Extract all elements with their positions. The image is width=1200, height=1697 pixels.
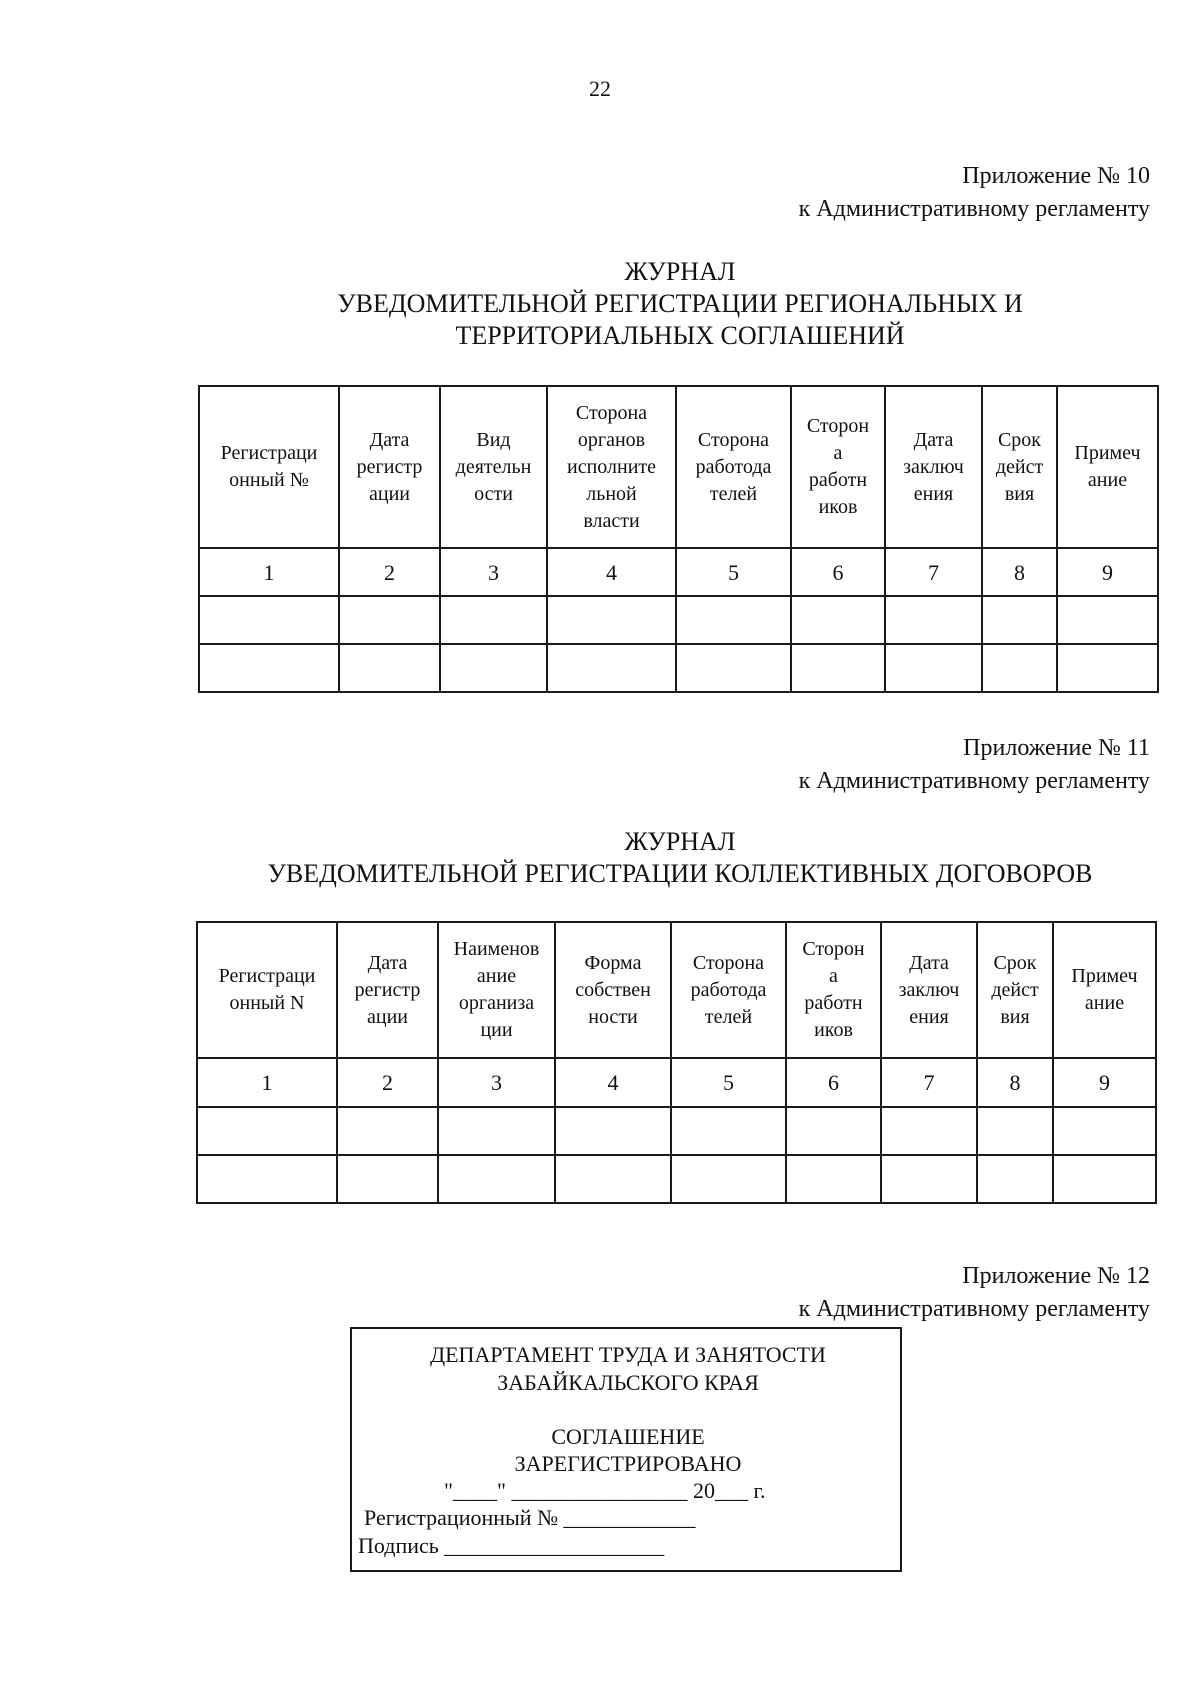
appendix-10-reference: к Административному регламенту [798, 196, 1150, 222]
header-cell: Сторон а работн иков [791, 386, 885, 548]
column-number: 2 [337, 1058, 438, 1107]
empty-cell [440, 596, 547, 644]
empty-cell [339, 596, 440, 644]
journal-2-table [196, 921, 1157, 1204]
header-cell: Форма собствен ности [555, 922, 671, 1058]
column-number: 9 [1057, 548, 1158, 596]
header-cell: Сторона органов исполните льной власти [547, 386, 676, 548]
empty-cell [555, 1155, 671, 1203]
stamp-status-line: ЗАРЕГИСТРИРОВАНО [514, 1451, 742, 1476]
stamp-registration-number-line: Регистрационный № ____________ [364, 1505, 696, 1530]
stamp-department-line: ЗАБАЙКАЛЬСКОГО КРАЯ [497, 1370, 759, 1395]
empty-cell [671, 1107, 786, 1155]
empty-cell [1057, 596, 1158, 644]
empty-cell [547, 596, 676, 644]
journal-2-number-row [197, 1058, 1156, 1107]
column-number: 5 [676, 548, 791, 596]
journal-2-empty-row [197, 1107, 1156, 1155]
empty-cell [791, 644, 885, 692]
journal-1-title-line: УВЕДОМИТЕЛЬНОЙ РЕГИСТРАЦИИ РЕГИОНАЛЬНЫХ И [337, 289, 1023, 318]
empty-cell [977, 1155, 1053, 1203]
empty-cell [438, 1155, 555, 1203]
column-number: 7 [885, 548, 982, 596]
appendix-12-heading [799, 1260, 1150, 1326]
header-cell: Сторона работода телей [671, 922, 786, 1058]
column-number: 6 [791, 548, 885, 596]
column-number: 2 [339, 548, 440, 596]
empty-cell [1053, 1107, 1156, 1155]
journal-1-title [0, 256, 1200, 352]
column-number: 5 [671, 1058, 786, 1107]
empty-cell [438, 1107, 555, 1155]
empty-cell [1053, 1155, 1156, 1203]
journal-2-title-line: ЖУРНАЛ [624, 827, 736, 856]
header-cell: Дата регистр ации [337, 922, 438, 1058]
empty-cell [1057, 644, 1158, 692]
empty-cell [440, 644, 547, 692]
journal-1-number-row [199, 548, 1158, 596]
header-cell: Дата регистр ации [339, 386, 440, 548]
journal-1-table [198, 385, 1159, 693]
header-cell: Примеч ание [1057, 386, 1158, 548]
column-number: 7 [881, 1058, 977, 1107]
empty-cell [555, 1107, 671, 1155]
header-cell: Примеч ание [1053, 922, 1156, 1058]
column-number: 3 [438, 1058, 555, 1107]
column-number: 3 [440, 548, 547, 596]
journal-1-title-line: ЖУРНАЛ [624, 257, 736, 286]
empty-cell [676, 596, 791, 644]
empty-cell [982, 596, 1057, 644]
stamp-date-line: "____" ________________ 20___ г. [444, 1478, 766, 1503]
empty-cell [786, 1155, 881, 1203]
header-cell: Вид деятельн ости [440, 386, 547, 548]
empty-cell [337, 1107, 438, 1155]
empty-cell [547, 644, 676, 692]
appendix-10-heading [799, 160, 1150, 226]
page-number: 22 [589, 76, 611, 101]
header-cell: Наименов ание организа ции [438, 922, 555, 1058]
header-cell: Сторон а работн иков [786, 922, 881, 1058]
empty-cell [199, 644, 339, 692]
header-cell: Регистраци онный N [197, 922, 337, 1058]
header-cell: Срок дейст вия [982, 386, 1057, 548]
empty-cell [671, 1155, 786, 1203]
header-cell: Сторона работода телей [676, 386, 791, 548]
empty-cell [337, 1155, 438, 1203]
empty-cell [339, 644, 440, 692]
stamp-department-line: ДЕПАРТАМЕНТ ТРУДА И ЗАНЯТОСТИ [430, 1342, 826, 1367]
empty-cell [197, 1155, 337, 1203]
column-number: 6 [786, 1058, 881, 1107]
journal-2-title-line: УВЕДОМИТЕЛЬНОЙ РЕГИСТРАЦИИ КОЛЛЕКТИВНЫХ ДОГОВОРОВ [267, 859, 1093, 888]
header-cell: Регистраци онный № [199, 386, 339, 548]
column-number: 4 [555, 1058, 671, 1107]
empty-cell [982, 644, 1057, 692]
appendix-12-reference: к Административному регламенту [798, 1296, 1150, 1322]
journal-1-header-row [199, 386, 1158, 548]
column-number: 8 [982, 548, 1057, 596]
header-cell: Дата заключ ения [881, 922, 977, 1058]
empty-cell [881, 1107, 977, 1155]
appendix-11-number: Приложение № 11 [963, 735, 1150, 761]
appendix-11-reference: к Административному регламенту [798, 768, 1150, 794]
journal-2-header-row [197, 922, 1156, 1058]
empty-cell [197, 1107, 337, 1155]
column-number: 1 [197, 1058, 337, 1107]
appendix-10-number: Приложение № 10 [962, 163, 1150, 189]
registration-stamp [350, 1327, 902, 1572]
header-cell: Срок дейст вия [977, 922, 1053, 1058]
empty-cell [885, 596, 982, 644]
empty-cell [791, 596, 885, 644]
header-cell: Дата заключ ения [885, 386, 982, 548]
column-number: 8 [977, 1058, 1053, 1107]
stamp-signature-line: Подпись ____________________ [358, 1533, 665, 1558]
appendix-11-heading [799, 732, 1150, 798]
journal-1-title-line: ТЕРРИТОРИАЛЬНЫХ СОГЛАШЕНИЙ [455, 321, 905, 350]
empty-cell [881, 1155, 977, 1203]
empty-cell [786, 1107, 881, 1155]
journal-2-title [0, 826, 1200, 890]
column-number: 4 [547, 548, 676, 596]
empty-cell [676, 644, 791, 692]
column-number: 1 [199, 548, 339, 596]
appendix-12-number: Приложение № 12 [962, 1263, 1150, 1289]
column-number: 9 [1053, 1058, 1156, 1107]
empty-cell [977, 1107, 1053, 1155]
journal-2-empty-row [197, 1155, 1156, 1203]
empty-cell [199, 596, 339, 644]
empty-cell [885, 644, 982, 692]
journal-1-empty-row [199, 596, 1158, 644]
journal-1-empty-row [199, 644, 1158, 692]
stamp-status-line: СОГЛАШЕНИЕ [551, 1424, 705, 1449]
